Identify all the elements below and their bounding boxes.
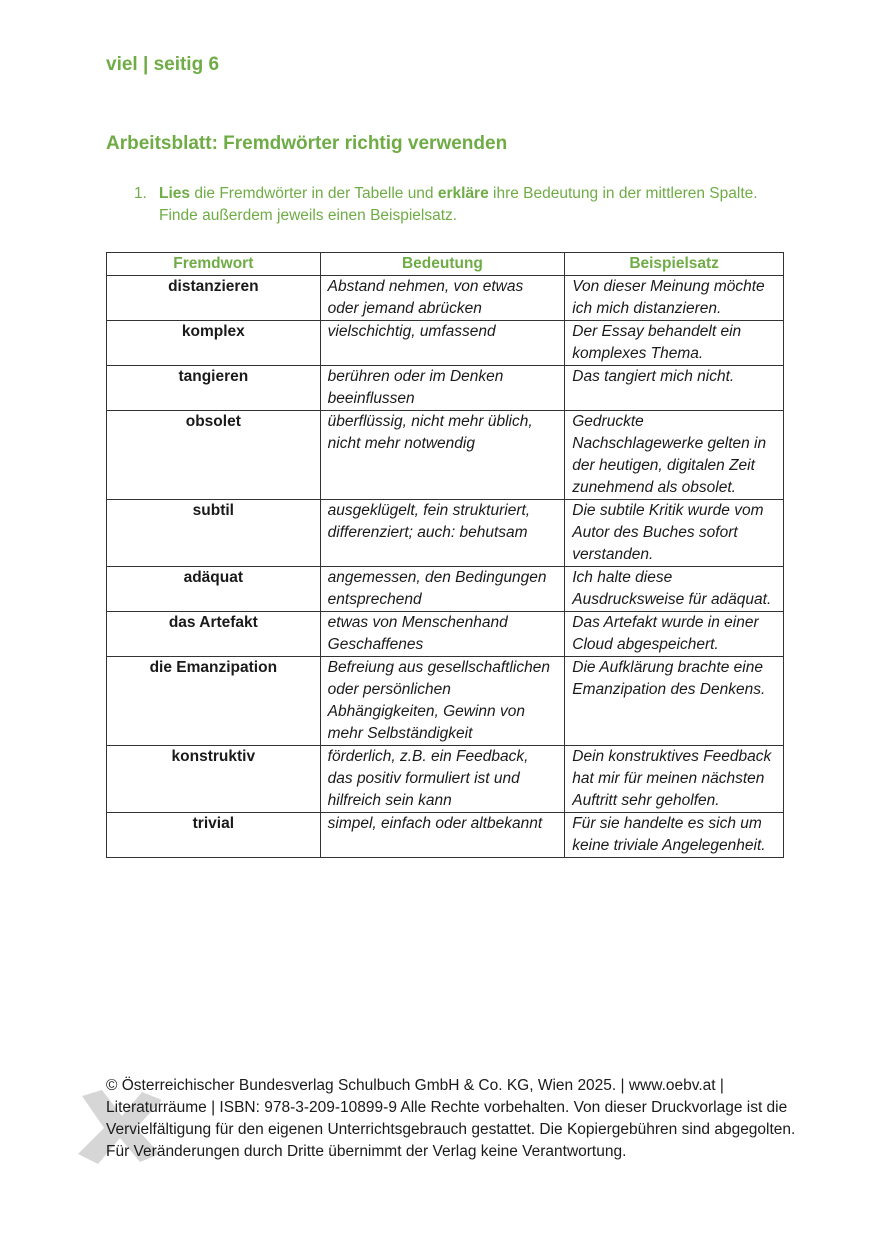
table-row (107, 657, 784, 746)
table-row (107, 813, 784, 858)
bedeutung-cell: berühren oder im Denken beeinflussen (320, 366, 565, 411)
bedeutung-cell: angemessen, den Bedingungen entsprechend (320, 567, 565, 612)
table-row (107, 612, 784, 657)
task-text-part2: ihre Bedeutung in der mittleren Spalte. Finde außerdem jeweils einen Beispielsatz. (159, 185, 758, 224)
worksheet-title: Arbeitsblatt: Fremdwörter richtig verwenden (106, 133, 508, 154)
beispielsatz-cell: Das tangiert mich nicht. (565, 366, 784, 411)
fremdwort-cell: komplex (107, 321, 321, 366)
beispielsatz-cell: Das Artefakt wurde in einer Cloud abgespeichert. (565, 612, 784, 657)
table-row (107, 567, 784, 612)
page-header: viel | seitig 6 (106, 54, 220, 75)
task-text (159, 183, 774, 227)
header-bedeutung: Bedeutung (320, 253, 565, 276)
fremdwort-cell: trivial (107, 813, 321, 858)
table-row (107, 411, 784, 500)
task-verb-erklaere: erkläre (437, 185, 489, 202)
fremdwort-cell: das Artefakt (107, 612, 321, 657)
beispielsatz-cell: Die Aufklärung brachte eine Emanzipation des Denkens. (565, 657, 784, 746)
fremdwort-cell: tangieren (107, 366, 321, 411)
bedeutung-cell: Abstand nehmen, von etwas oder jemand abrücken (320, 276, 565, 321)
fremdwort-cell: distanzieren (107, 276, 321, 321)
task-verb-lies: Lies (159, 185, 191, 202)
table-header-row (107, 253, 784, 276)
table-row (107, 500, 784, 567)
beispielsatz-cell: Ich halte diese Ausdrucksweise für adäquat. (565, 567, 784, 612)
bedeutung-cell: vielschichtig, umfassend (320, 321, 565, 366)
beispielsatz-cell: Dein konstruktives Feedback hat mir für meinen nächsten Auftritt sehr geholfen. (565, 746, 784, 813)
bedeutung-cell: etwas von Menschenhand Geschaffenes (320, 612, 565, 657)
header-fremdwort: Fremdwort (107, 253, 321, 276)
table-row (107, 321, 784, 366)
beispielsatz-cell: Gedruckte Nachschlagewerke gelten in der heutigen, digitalen Zeit zunehmend als obsolet. (565, 411, 784, 500)
table-row (107, 366, 784, 411)
vocabulary-table (106, 252, 784, 858)
beispielsatz-cell: Der Essay behandelt ein komplexes Thema. (565, 321, 784, 366)
beispielsatz-cell: Für sie handelte es sich um keine triviale Angelegenheit. (565, 813, 784, 858)
beispielsatz-cell: Die subtile Kritik wurde vom Autor des Buches sofort verstanden. (565, 500, 784, 567)
bedeutung-cell: simpel, einfach oder altbekannt (320, 813, 565, 858)
bedeutung-cell: Befreiung aus gesellschaftlichen oder persönlichen Abhängigkeiten, Gewinn von mehr Selbständigkeit (320, 657, 565, 746)
table-row (107, 276, 784, 321)
bedeutung-cell: ausgeklügelt, fein strukturiert, differenziert; auch: behutsam (320, 500, 565, 567)
fremdwort-cell: konstruktiv (107, 746, 321, 813)
bedeutung-cell: überflüssig, nicht mehr üblich, nicht mehr notwendig (320, 411, 565, 500)
task-number: 1. (134, 185, 147, 202)
fremdwort-cell: die Emanzipation (107, 657, 321, 746)
fremdwort-cell: subtil (107, 500, 321, 567)
table-row (107, 746, 784, 813)
beispielsatz-cell: Von dieser Meinung möchte ich mich distanzieren. (565, 276, 784, 321)
task-instruction (134, 183, 774, 227)
fremdwort-cell: adäquat (107, 567, 321, 612)
bedeutung-cell: förderlich, z.B. ein Feedback, das positiv formuliert ist und hilfreich sein kann (320, 746, 565, 813)
task-text-part1: die Fremdwörter in der Tabelle und (190, 185, 438, 202)
fremdwort-cell: obsolet (107, 411, 321, 500)
copyright-footer: © Österreichischer Bundesverlag Schulbuch GmbH & Co. KG, Wien 2025. | www.oebv.at | Literaturräume | ISBN: 978-3-209-10899-9 Alle Rechte vorbehalten. Von dieser Druckvorlage ist die Vervielfältigung für den eigenen Unterrichtsgebrauch gestattet. Die Kopiergebühren sind abgegolten. Für Veränderungen durch Dritte übernimmt der Verlag keine Verantwortung. (106, 1077, 796, 1160)
header-beispielsatz: Beispielsatz (565, 253, 784, 276)
